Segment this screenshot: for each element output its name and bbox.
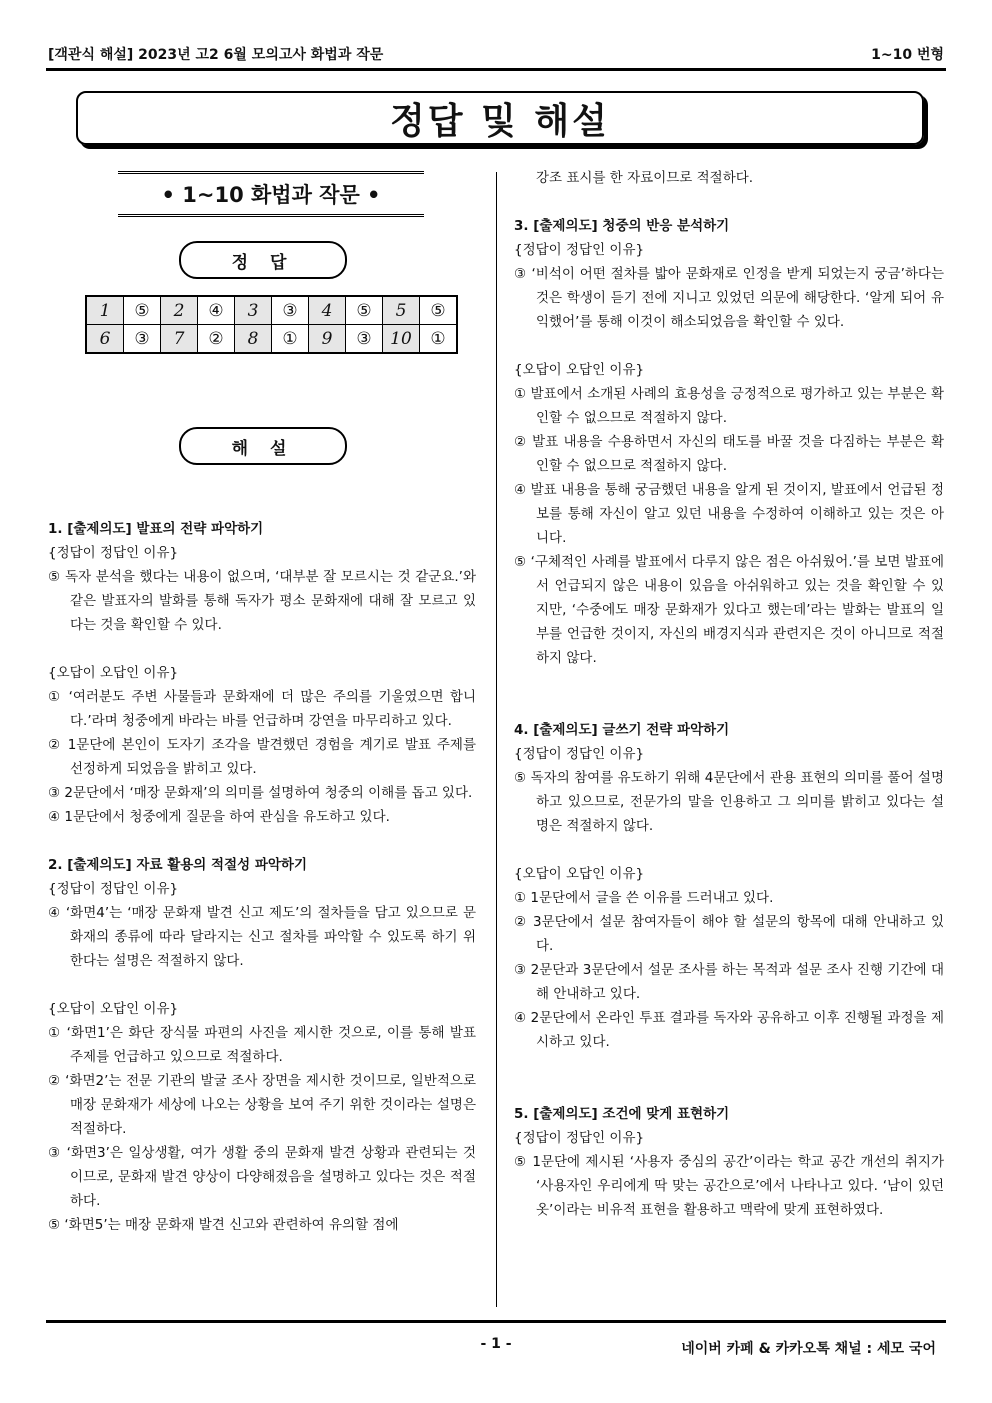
q1-correct-label: {정답이 정답인 이유} <box>48 545 179 561</box>
question-number: 3 <box>235 296 272 325</box>
q4-title: 4. [출제의도] 글쓰기 전략 파악하기 <box>514 722 730 738</box>
section-title: • 1~10 화법과 작문 • <box>118 171 424 217</box>
explanations-label: 해 설 <box>179 427 347 465</box>
q2-wrong-item: ② ‘화면2’는 전문 기관의 발굴 조사 장면을 제시한 것이므로, 일반적으로 매장 문화재가 세상에 나오는 상황을 보여 주기 위한 것이라는 설명은 적절하다. <box>48 1073 476 1137</box>
q3-wrong-item: ④ 발표 내용을 통해 궁금했던 내용을 알게 된 것이지, 발표에서 언급된 정보를 통해 자신이 알고 있던 내용을 수정하여 이해하고 있는 것은 아니다. <box>514 482 944 546</box>
q3-wrong-item: ① 발표에서 소개된 사례의 효용성을 긍정적으로 평가하고 있는 부분은 확인할 수 없으므로 적절하지 않다. <box>514 386 944 426</box>
answer-choice: ② <box>198 325 235 354</box>
answer-row <box>86 296 457 325</box>
question-number: 7 <box>161 325 198 354</box>
answer-choice: ③ <box>124 325 161 354</box>
q5-correct-explanation: ⑤ 1문단에 제시된 ‘사용자 중심의 공간’이라는 학교 공간 개선의 취지가 ‘사용자인 우리에게 딱 맞는 공간으로’에서 나타나고 있다. ‘남이 있던 옷’이라는 비유적 표현을 활용하고 맥락에 맞게 표현하였다. <box>514 1154 944 1218</box>
answers-label: 정 답 <box>179 241 347 279</box>
q2-wrong-label: {오답이 오답인 이유} <box>48 1001 179 1017</box>
q2-wrong-item: ① ‘화면1’은 화단 장식물 파편의 사진을 제시한 것으로, 이를 통해 발표 주제를 언급하고 있으므로 적절하다. <box>48 1025 476 1065</box>
q1-wrong-item: ② 1문단에 본인이 도자기 조각을 발견했던 경험을 계기로 발표 주제를 선정하게 되었음을 밝히고 있다. <box>48 737 476 777</box>
page-title: 정답 및 해설 <box>76 91 924 145</box>
question-number: 2 <box>161 296 198 325</box>
page-number: - 1 - <box>480 1336 512 1352</box>
q3-correct-label: {정답이 정답인 이유} <box>514 242 645 258</box>
header-range: 1~10 번형 <box>871 47 944 63</box>
header-rule <box>46 68 946 71</box>
q1-wrong-label: {오답이 오답인 이유} <box>48 665 179 681</box>
q2-correct-explanation: ④ ‘화면4’는 ‘매장 문화재 발견 신고 제도’의 절차들을 담고 있으므로 문화재의 종류에 따라 달라지는 신고 절차를 파악할 수 있도록 하기 위한다는 설명은 적절하지 않다. <box>48 905 476 969</box>
q1-wrong-item: ① ‘여러분도 주변 사물들과 문화재에 더 많은 주의를 기울였으면 합니다.’라며 청중에게 바라는 바를 언급하며 강연을 마무리하고 있다. <box>48 689 476 729</box>
answer-table <box>85 295 458 354</box>
question-number: 9 <box>309 325 346 354</box>
question-number: 5 <box>383 296 420 325</box>
q4-correct-label: {정답이 정답인 이유} <box>514 746 645 762</box>
q1-correct-explanation: ⑤ 독자 분석을 했다는 내용이 없으며, ‘대부분 잘 모르시는 것 같군요.’와 같은 발표자의 발화를 통해 독자가 평소 문화재에 대해 잘 모르고 있다는 것을 확인할 수 있다. <box>48 569 476 633</box>
header-exam-title: [객관식 해설] 2023년 고2 6월 모의고사 화법과 작문 <box>48 47 384 63</box>
q2-wrong-item: ⑤ ‘화면5’는 매장 문화재 발견 신고와 관련하여 유의할 점에 <box>48 1217 399 1233</box>
question-number: 8 <box>235 325 272 354</box>
question-number: 1 <box>86 296 124 325</box>
right-column <box>514 166 944 1222</box>
q3-title: 3. [출제의도] 청중의 반응 분석하기 <box>514 218 730 234</box>
answer-choice: ⑤ <box>124 296 161 325</box>
q3-wrong-label: {오답이 오답인 이유} <box>514 362 645 378</box>
question-number: 4 <box>309 296 346 325</box>
q4-correct-explanation: ⑤ 독자의 참여를 유도하기 위해 4문단에서 관용 표현의 의미를 풀어 설명하고 있으므로, 전문가의 말을 인용하고 그 의미를 밝히고 있다는 설명은 적절하지 않다. <box>514 770 944 834</box>
answer-choice: ① <box>420 325 458 354</box>
answer-choice: ④ <box>198 296 235 325</box>
q4-wrong-item: ② 3문단에서 설문 참여자들이 해야 할 설문의 항목에 대해 안내하고 있다. <box>514 914 944 954</box>
left-column <box>48 517 476 1237</box>
answer-choice: ⑤ <box>346 296 383 325</box>
q2-wrong-item-continuation: 강조 표시를 한 자료이므로 적절하다. <box>536 170 754 186</box>
answer-choice: ③ <box>346 325 383 354</box>
column-divider <box>496 172 497 1307</box>
q2-title: 2. [출제의도] 자료 활용의 적절성 파악하기 <box>48 857 308 873</box>
question-number: 10 <box>383 325 420 354</box>
footer-channel: 네이버 카페 & 카카오톡 채널 : 세모 국어 <box>681 1341 936 1357</box>
q5-title: 5. [출제의도] 조건에 맞게 표현하기 <box>514 1106 730 1122</box>
q2-wrong-item: ③ ‘화면3’은 일상생활, 여가 생활 중의 문화재 발견 상황과 관련되는 것이므로, 문화재 발견 양상이 다양해졌음을 설명하고 있다는 것은 적절하다. <box>48 1145 476 1209</box>
answer-choice: ① <box>272 325 309 354</box>
q1-wrong-item: ③ 2문단에서 ‘매장 문화재’의 의미를 설명하여 청중의 이해를 돕고 있다. <box>48 785 473 801</box>
q1-wrong-item: ④ 1문단에서 청중에게 질문을 하여 관심을 유도하고 있다. <box>48 809 390 825</box>
q4-wrong-item: ④ 2문단에서 온라인 투표 결과를 독자와 공유하고 이후 진행될 과정을 제시하고 있다. <box>514 1010 944 1050</box>
q1-title: 1. [출제의도] 발표의 전략 파악하기 <box>48 521 264 537</box>
answer-row <box>86 325 457 354</box>
answer-choice: ⑤ <box>420 296 458 325</box>
q3-correct-explanation: ③ ‘비석이 어떤 절차를 밟아 문화재로 인정을 받게 되었는지 궁금’하다는 것은 학생이 듣기 전에 지니고 있었던 의문에 해당한다. ‘알게 되어 유익했어’를 통해 이것이 해소되었음을 확인할 수 있다. <box>514 266 944 330</box>
footer-rule <box>46 1320 946 1323</box>
answer-choice: ③ <box>272 296 309 325</box>
q4-wrong-label: {오답이 오답인 이유} <box>514 866 645 882</box>
q4-wrong-item: ① 1문단에서 글을 쓴 이유를 드러내고 있다. <box>514 890 774 906</box>
q3-wrong-item: ⑤ ‘구체적인 사례를 발표에서 다루지 않은 점은 아쉬웠어.’를 보면 발표에서 언급되지 않은 내용이 있음을 아쉬워하고 있는 것을 확인할 수 있지만, ‘수중에도 매장 문화재가 있다고 했는데’라는 발화는 발표의 일부를 언급한 것이지, 자신의 배경지식과 관련지은 것이 아니므로 적절하지 않다. <box>514 554 944 666</box>
q3-wrong-item: ② 발표 내용을 수용하면서 자신의 태도를 바꿀 것을 다짐하는 부분은 확인할 수 없으므로 적절하지 않다. <box>514 434 944 474</box>
q2-correct-label: {정답이 정답인 이유} <box>48 881 179 897</box>
question-number: 6 <box>86 325 124 354</box>
q4-wrong-item: ③ 2문단과 3문단에서 설문 조사를 하는 목적과 설문 조사 진행 기간에 대해 안내하고 있다. <box>514 962 944 1002</box>
q5-correct-label: {정답이 정답인 이유} <box>514 1130 645 1146</box>
